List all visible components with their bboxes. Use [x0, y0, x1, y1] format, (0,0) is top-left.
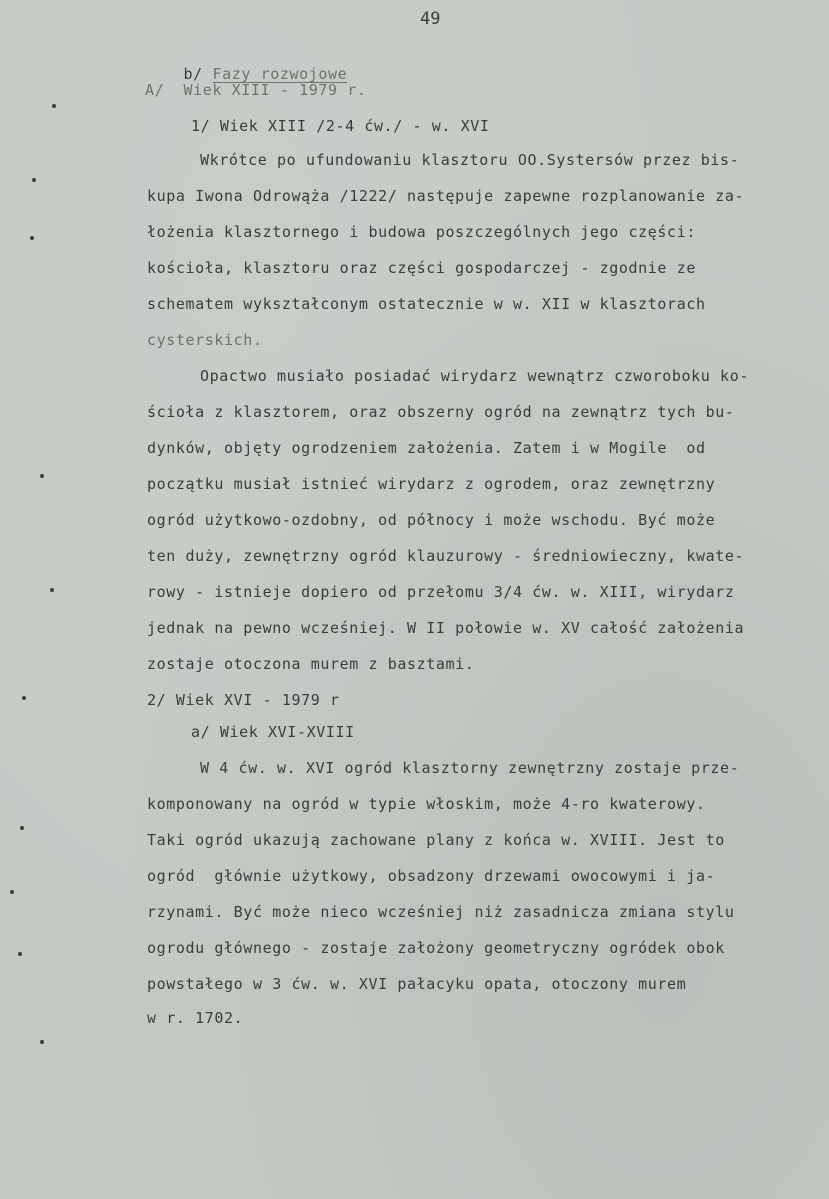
margin-speck: [10, 890, 14, 894]
paragraph-3-line: Taki ogród ukazują zachowane plany z końca w. XVIII. Jest to: [147, 831, 725, 849]
margin-speck: [22, 696, 26, 700]
section-2-heading: 2/ Wiek XVI - 1979 r: [147, 691, 340, 709]
paragraph-1-line: kupa Iwona Odrowąża /1222/ następuje zapewne rozplanowanie za-: [147, 187, 745, 205]
paragraph-3-line: komponowany na ogród w typie włoskim, może 4-ro kwaterowy.: [147, 795, 706, 813]
paragraph-3-line: W 4 ćw. w. XVI ogród klasztorny zewnętrzny zostaje prze-: [200, 759, 740, 777]
paragraph-2-line: ścioła z klasztorem, oraz obszerny ogród na zewnątrz tych bu-: [147, 403, 735, 421]
section-a-heading: A/ Wiek XIII - 1979 r.: [145, 81, 367, 99]
paragraph-2-line: dynków, objęty ogrodzeniem założenia. Zatem i w Mogile od: [147, 439, 706, 457]
paragraph-3-line: ogród głównie użytkowy, obsadzony drzewami owocowymi i ja-: [147, 867, 716, 885]
margin-speck: [20, 826, 24, 830]
paragraph-2-line: zostaje otoczona murem z basztami.: [147, 655, 475, 673]
margin-speck: [40, 1040, 44, 1044]
paragraph-2-line: jednak na pewno wcześniej. W II połowie w. XV całość założenia: [147, 619, 745, 637]
paragraph-3-line: w r. 1702.: [147, 1009, 244, 1027]
paragraph-3-line: rzynami. Być może nieco wcześniej niż zasadnicza zmiana stylu: [147, 903, 735, 921]
section-1-heading: 1/ Wiek XIII /2-4 ćw./ - w. XVI: [191, 117, 490, 135]
paragraph-2-line: początku musiał istnieć wirydarz z ogrodem, oraz zewnętrzny: [147, 475, 716, 493]
section-2a-heading: a/ Wiek XVI-XVIII: [191, 723, 355, 741]
paragraph-1-line: kościoła, klasztoru oraz części gospodarczej - zgodnie ze: [147, 259, 696, 277]
margin-speck: [32, 178, 36, 182]
margin-speck: [30, 236, 34, 240]
margin-speck: [50, 588, 54, 592]
paragraph-1-line: schematem wykształconym ostatecznie w w. XII w klasztorach: [147, 295, 706, 313]
margin-speck: [52, 104, 56, 108]
page-number: 49: [420, 9, 441, 29]
paragraph-1-line: Wkrótce po ufundowaniu klasztoru OO.Systersów przez bis-: [200, 151, 740, 169]
paragraph-3-line: powstałego w 3 ćw. w. XVI pałacyku opata, otoczony murem: [147, 975, 687, 993]
margin-speck: [18, 952, 22, 956]
paragraph-2-line: rowy - istnieje dopiero od przełomu 3/4 ćw. w. XIII, wirydarz: [147, 583, 735, 601]
paragraph-2-line: ogród użytkowo-ozdobny, od północy i może wschodu. Być może: [147, 511, 716, 529]
paragraph-2-line: ten duży, zewnętrzny ogród klauzurowy - średniowieczny, kwate-: [147, 547, 745, 565]
paragraph-1-line: łożenia klasztornego i budowa poszczególnych jego części:: [147, 223, 696, 241]
paragraph-1-line: cysterskich.: [147, 331, 263, 349]
paragraph-2-line: Opactwo musiało posiadać wirydarz wewnątrz czworoboku ko-: [200, 367, 749, 385]
margin-speck: [40, 474, 44, 478]
heading-marker: b/: [183, 65, 213, 83]
paragraph-3-line: ogrodu głównego - zostaje założony geometryczny ogródek obok: [147, 939, 725, 957]
heading-title: Fazy rozwojowe: [212, 65, 348, 83]
